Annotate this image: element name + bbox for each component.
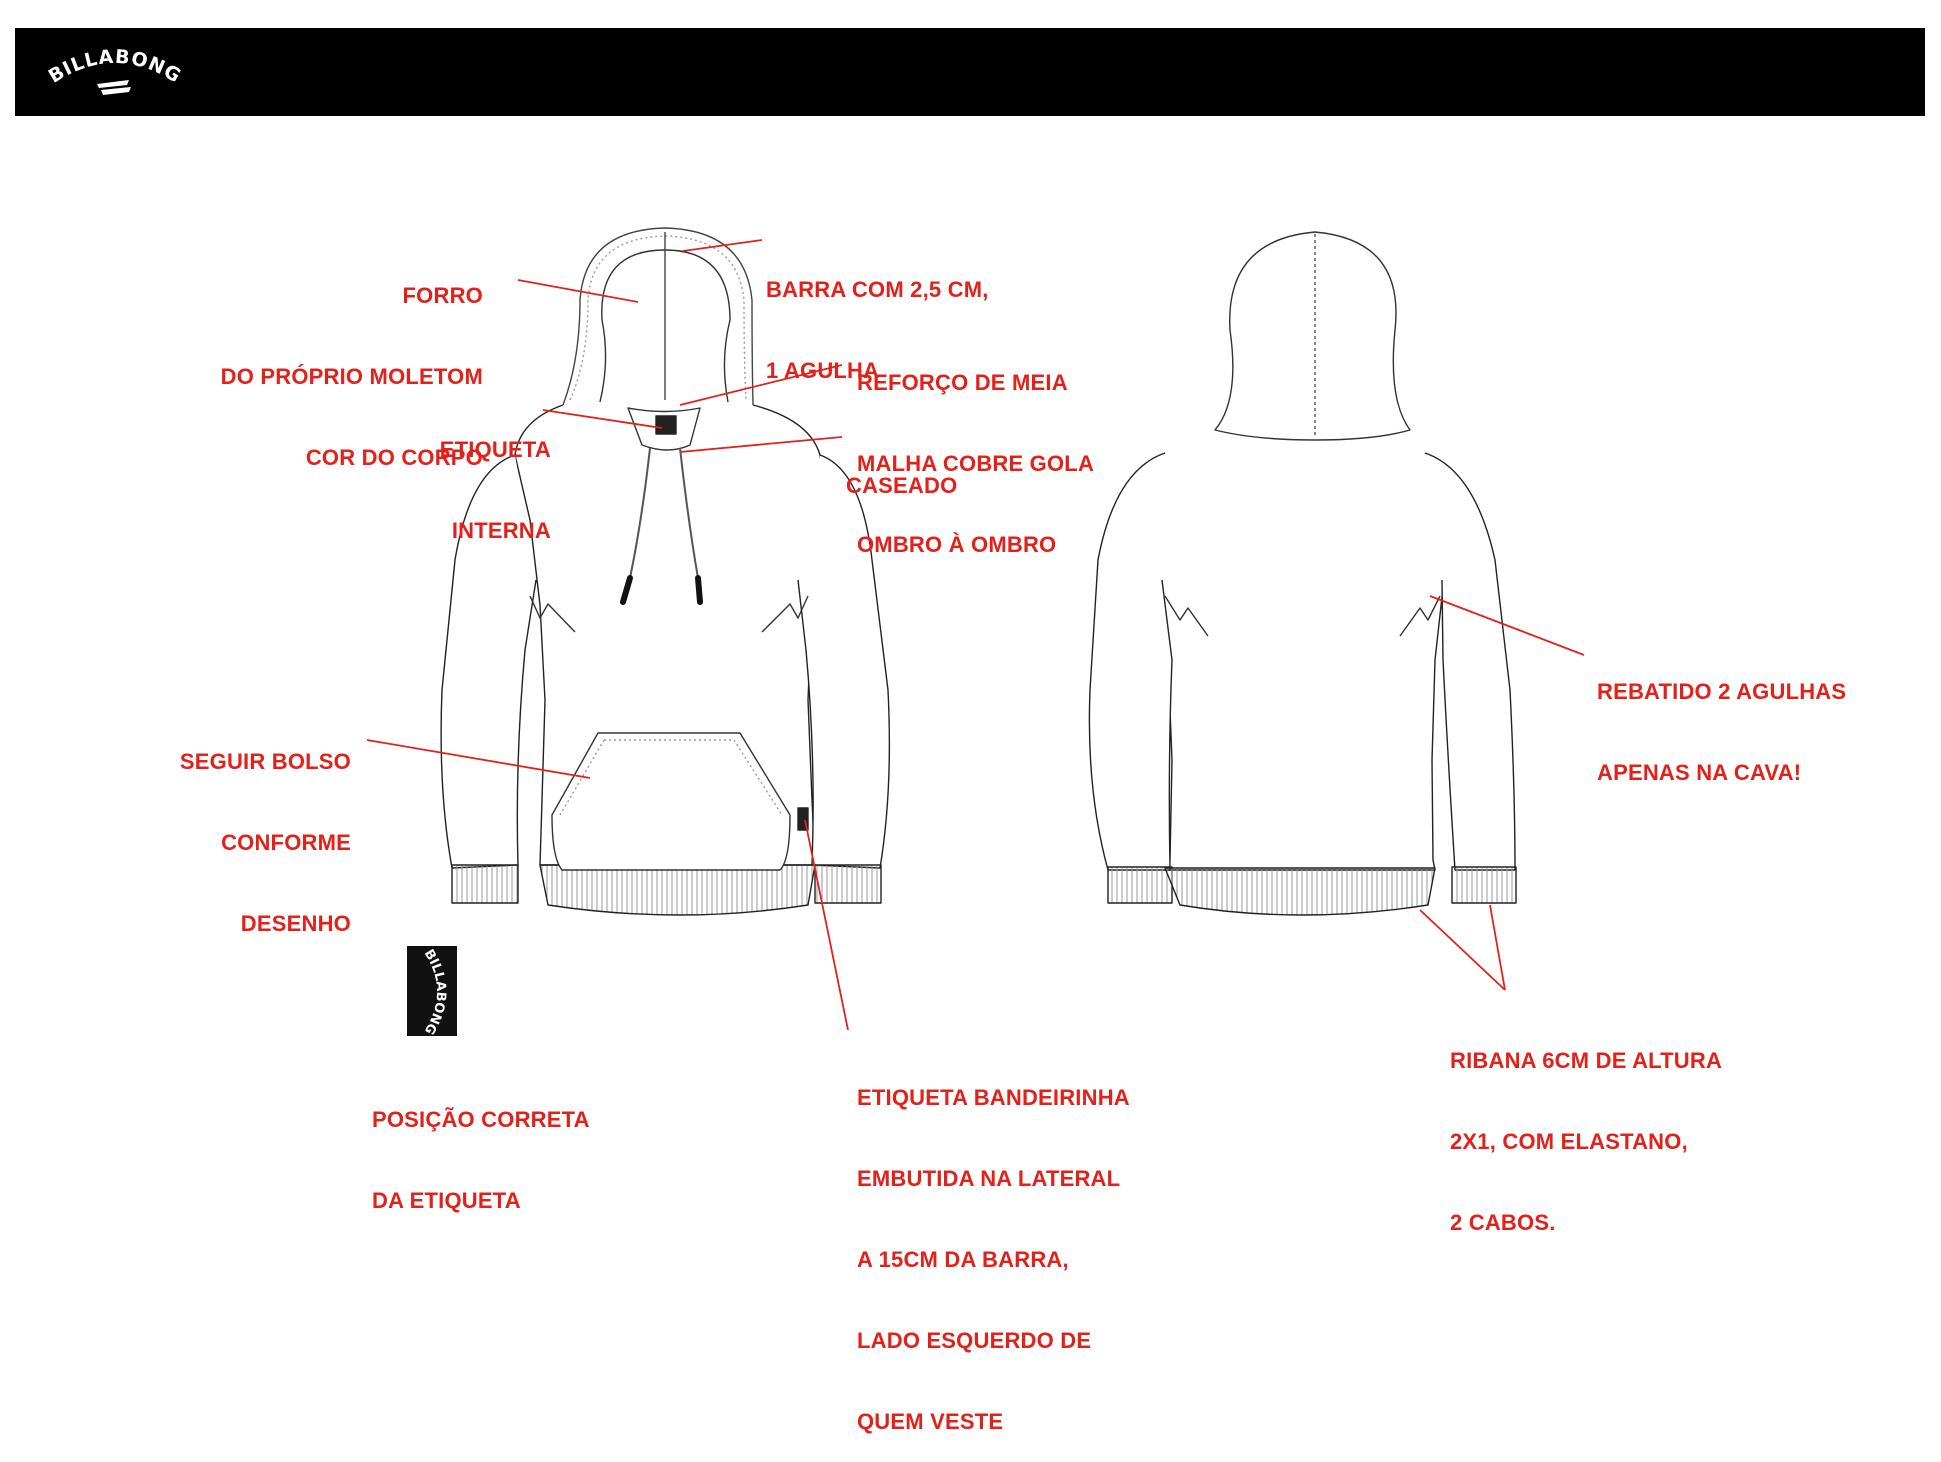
- note-reinforcement: REFORÇO DE MEIA MALHA COBRE GOLA OMBRO À OMBRO: [857, 370, 1095, 557]
- label-tag-logo-text: BILLABONG: [420, 947, 449, 1036]
- back-view: [1089, 232, 1516, 915]
- front-internal-label: [656, 416, 676, 434]
- front-left-cuff: [452, 865, 518, 903]
- back-hood-outline: [1215, 232, 1410, 440]
- note-pocket: SEGUIR BOLSO CONFORME DESENHO: [179, 749, 351, 936]
- label-tag-sample: [407, 946, 457, 1036]
- front-waist-rib: [540, 865, 815, 915]
- back-body-outline: [1136, 453, 1458, 870]
- back-right-cuff: [1452, 867, 1516, 903]
- front-right-cuff: [815, 865, 881, 903]
- back-left-sleeve: [1089, 453, 1172, 870]
- note-armhole: REBATIDO 2 AGULHAS APENAS NA CAVA!: [1597, 679, 1847, 785]
- front-drawcord-right-tip: [698, 578, 700, 602]
- svg-text:BILLABONG: [421, 947, 448, 1036]
- note-internal-label: ETIQUETA INTERNA: [439, 437, 551, 543]
- back-left-cuff: [1108, 867, 1172, 903]
- note-flag-label: ETIQUETA BANDEIRINHA EMBUTIDA NA LATERAL A 15CM DA BARRA, LADO ESQUERDO DE QUEM VESTE: [857, 1085, 1130, 1434]
- note-label-position: POSIÇÃO CORRETA DA ETIQUETA: [372, 1107, 590, 1213]
- note-lining: FORRO DO PRÓPRIO MOLETOM COR DO CORPO: [220, 283, 483, 470]
- note-buttonhole: CASEADO: [846, 473, 958, 498]
- brand-logo-text: BILLABONG: [45, 48, 185, 88]
- note-rib: RIBANA 6CM DE ALTURA 2X1, COM ELASTANO, 2 CABOS.: [1450, 1048, 1723, 1235]
- note-hood-hem: BARRA COM 2,5 CM, 1 AGULHA: [766, 277, 989, 383]
- back-waist-rib: [1165, 868, 1435, 915]
- back-right-sleeve: [1425, 453, 1515, 870]
